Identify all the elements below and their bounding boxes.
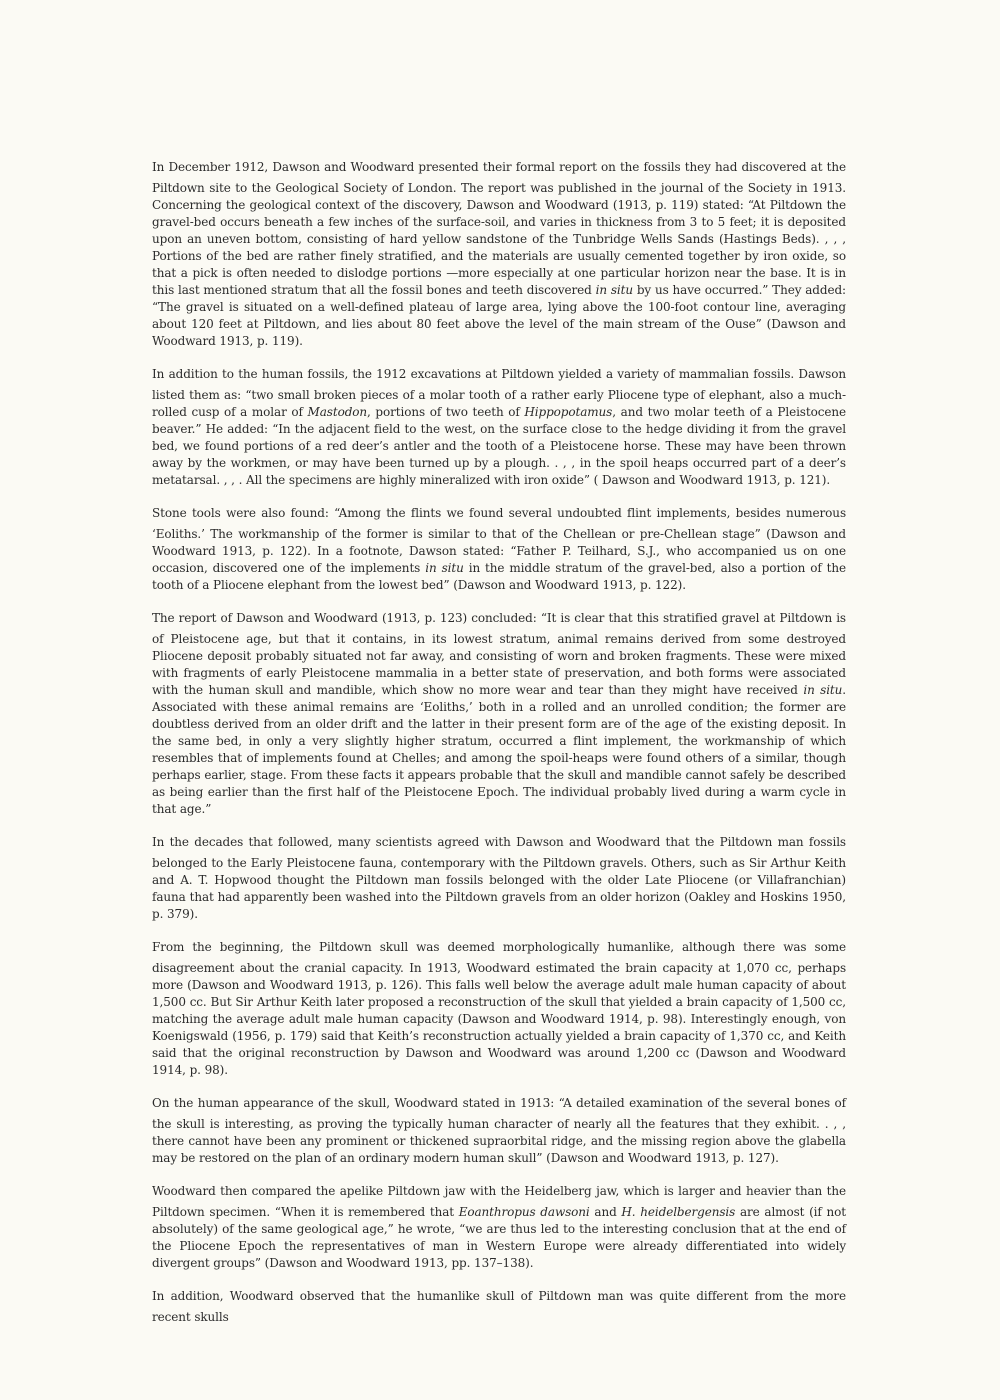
paragraph-5 bbox=[152, 830, 846, 923]
paragraph-4 bbox=[152, 606, 846, 818]
text-segment: are almost (if not absolutely) of the same geological age,” he wrote, “we are thus led to the interesting conclusion that at the end of the Pliocene Epoch the representatives of man in Western Europe were already differentiated into widely divergent groups” (Dawson and Woodward 1913, pp. 137–138). bbox=[152, 1205, 846, 1270]
paragraph-7 bbox=[152, 1091, 846, 1167]
text-segment: Stone tools were also found: “Among the flints we found several undoubted flint implements, besides numerous ‘Eoliths.’ The workmanship of the former is similar to that of the Chellean or pre-Chellean stage” (Dawson and Woodward 1913, p. 122). In a footnote, Dawson stated: “Father P. Teilhard, S.J., who accompanied us on one occasion, discovered one of the implements bbox=[152, 506, 846, 575]
italic-text-segment: H. heidelbergensis bbox=[621, 1205, 736, 1219]
text-segment: The report of Dawson and Woodward (1913, p. 123) concluded: “It is clear that this stratified gravel at Piltdown is of Pleistocene age, but that it contains, in its lowest stratum, animal remains derived from some destroyed Pliocene deposit probably situated not far away, and consisting of worn and broken fragments. These were mixed with fragments of early Pleistocene mammalia in a better state of preservation, and both forms were associated with the human skull and mandible, which show no more wear and tear than they might have received bbox=[152, 611, 846, 697]
paragraph-9 bbox=[152, 1284, 846, 1326]
text-segment: . Associated with these animal remains are ‘Eoliths,’ both in a rolled and an unrolled condition; the former are doubtless derived from an older drift and the latter in their present form are of the age of the existing deposit. In the same bed, in only a very slightly higher stratum, occurred a flint implement, the workmanship of which resembles that of implements found at Chelles; and among the spoil-heaps were found others of a similar, though perhaps earlier, stage. From these facts it appears probable that the skull and mandible cannot safely be described as being earlier than the first half of the Pleistocene Epoch. The individual probably lived during a warm cycle in that age.” bbox=[152, 683, 846, 816]
italic-text-segment: Hippopotamus bbox=[524, 405, 613, 419]
text-segment: Woodward then compared the apelike Piltdown jaw with the Heidelberg jaw, which is larger and heavier than the Piltdown specimen. “When it is remembered that bbox=[152, 1184, 846, 1219]
italic-text-segment: in situ bbox=[595, 283, 633, 297]
text-segment: and bbox=[589, 1205, 622, 1219]
italic-text-segment: in situ bbox=[803, 683, 843, 697]
italic-text-segment: in situ bbox=[425, 561, 464, 575]
text-segment: On the human appearance of the skull, Woodward stated in 1913: “A detailed examination of the several bones of the skull is interesting, as proving the typically human character of nearly all the features that they exhibit. . , , there cannot have been any prominent or thickened supraorbital ridge, and the missing region above the glabella may be restored on the plan of an ordinary modern human skull” (Dawson and Woodward 1913, p. 127). bbox=[152, 1096, 846, 1165]
paragraph-3 bbox=[152, 501, 846, 594]
text-segment: by us have occurred.” They added: “The gravel is situated on a well-defined plateau of large area, lying above the 100-foot contour line, averaging about 120 feet at Piltdown, and lies about 80 feet above the level of the main stream of the Ouse” (Dawson and Woodward 1913, p. 119). bbox=[152, 283, 846, 348]
text-segment: in the middle stratum of the gravel-bed, also a portion of the tooth of a Pliocene elephant from the lowest bed” (Dawson and Woodward 1913, p. 122). bbox=[152, 561, 846, 592]
paragraph-8 bbox=[152, 1179, 846, 1272]
text-segment: In addition, Woodward observed that the humanlike skull of Piltdown man was quite different from the more recent skulls bbox=[152, 1289, 846, 1324]
italic-text-segment: Eoanthropus dawsoni bbox=[458, 1205, 590, 1219]
document-body bbox=[152, 155, 846, 1338]
text-segment: In addition to the human fossils, the 1912 excavations at Piltdown yielded a variety of mammalian fossils. Dawson listed them as: “two small broken pieces of a molar tooth of a rather early Pliocene type of elephant, also a much-rolled cusp of a molar of bbox=[152, 367, 846, 419]
text-segment: , portions of two teeth of bbox=[367, 405, 525, 419]
text-segment: , and two molar teeth of a Pleistocene beaver.” He added: “In the adjacent field to the west, on the surface close to the hedge dividing it from the gravel bed, we found portions of a red deer’s antler and the tooth of a Pleistocene horse. These may have been thrown away by the workmen, or may have been turned up by a plough. . , , in the spoil heaps occurred part of a deer’s metatarsal. , , . All the specimens are highly mineralized with iron oxide” ( Dawson and Woodward 1913, p. 121). bbox=[152, 405, 846, 487]
text-segment: In the decades that followed, many scientists agreed with Dawson and Woodward that the Piltdown man fossils belonged to the Early Pleistocene fauna, contemporary with the Piltdown gravels. Others, such as Sir Arthur Keith and A. T. Hopwood thought the Piltdown man fossils belonged with the older Late Pliocene (or Villafranchian) fauna that had apparently been washed into the Piltdown gravels from an older horizon (Oakley and Hoskins 1950, p. 379). bbox=[152, 835, 846, 921]
paragraph-1 bbox=[152, 155, 846, 350]
text-segment: From the beginning, the Piltdown skull was deemed morphologically humanlike, although there was some disagreement about the cranial capacity. In 1913, Woodward estimated the brain capacity at 1,070 cc, perhaps more (Dawson and Woodward 1913, p. 126). This falls well below the average adult male human capacity of about 1,500 cc. But Sir Arthur Keith later proposed a reconstruction of the skull that yielded a brain capacity of 1,500 cc, matching the average adult male human capacity (Dawson and Woodward 1914, p. 98). Interestingly enough, von Koenigswald (1956, p. 179) said that Keith’s reconstruction actually yielded a brain capacity of 1,370 cc, and Keith said that the original reconstruction by Dawson and Woodward was around 1,200 cc (Dawson and Woodward 1914, p. 98). bbox=[152, 940, 846, 1077]
paragraph-2 bbox=[152, 362, 846, 489]
text-segment: In December 1912, Dawson and Woodward presented their formal report on the fossils they had discovered at the Piltdown site to the Geological Society of London. The report was published in the journal of the Society in 1913. Concerning the geological context of the discovery, Dawson and Woodward (1913, p. 119) stated: “At Piltdown the gravel-bed occurs beneath a few inches of the surface-soil, and varies in thickness from 3 to 5 feet; it is deposited upon an uneven bottom, consisting of hard yellow sandstone of the Tunbridge Wells Sands (Hastings Beds). , , , Portions of the bed are rather finely stratified, and the materials are usually cemented together by iron oxide, so that a pick is often needed to dislodge portions —more especially at one particular horizon near the base. It is in this last mentioned stratum that all the fossil bones and teeth discovered bbox=[152, 160, 846, 297]
italic-text-segment: Mastodon bbox=[307, 405, 368, 419]
paragraph-6 bbox=[152, 935, 846, 1079]
